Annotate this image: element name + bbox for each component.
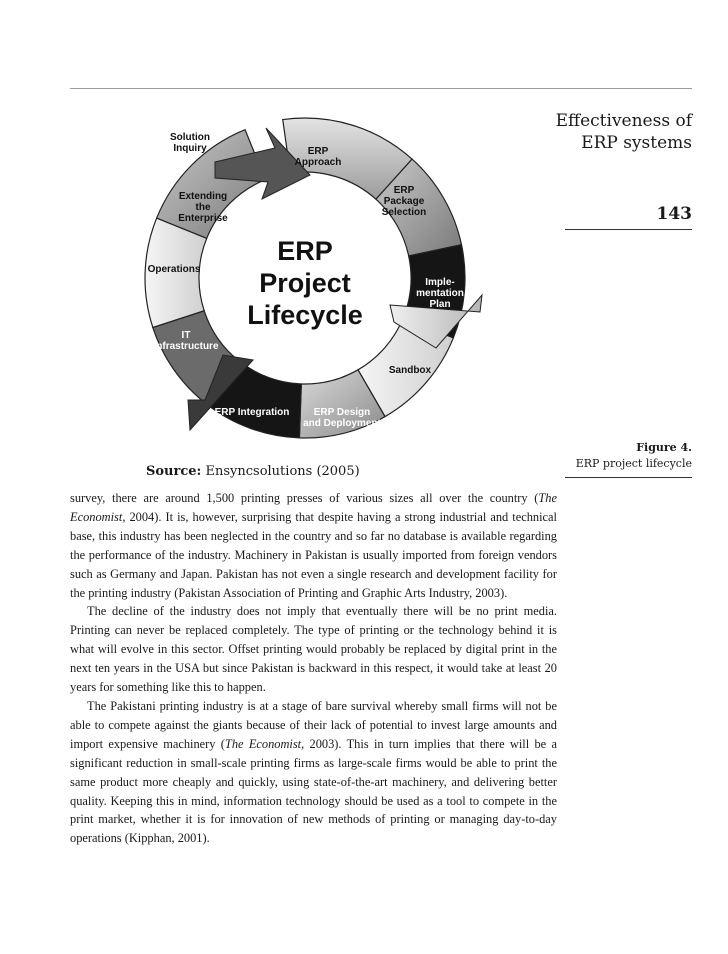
label-erp-package-selection: ERP Package Selection — [381, 185, 427, 218]
label-implementation-plan: Imple-mentation Plan — [416, 277, 464, 310]
source-text: Ensyncsolutions (2005) — [205, 464, 360, 479]
figure-caption — [576, 440, 692, 472]
p3-citation: The Economist — [224, 736, 302, 751]
center-title: ERP Project Lifecycle — [247, 236, 363, 330]
paragraph-2: The decline of the industry does not imply that eventually there will be no print media. Printing can never be replaced completely. The type of printing or the technology behind it is what will evolve in this sector. Offset printing would probably be replaced by digital print in the next ten years in the USA but since Pakistan is backward in this respect, it would take at least 20 years for something like this to happen. — [70, 604, 557, 695]
figure-rule — [565, 477, 692, 478]
page-number-rule — [565, 229, 692, 230]
running-head — [512, 110, 692, 154]
paragraph-3 — [70, 697, 557, 848]
erp-lifecycle-diagram — [90, 100, 530, 460]
source-label: Source: — [146, 464, 202, 479]
header-rule — [70, 88, 692, 89]
label-extending-enterprise: Extending the Enterprise — [178, 191, 228, 224]
page-number: 143 — [656, 204, 692, 224]
p3-rest: , 2003). This in turn implies that there will be a significant reduction in small-scale printing firms as large-scale firms would be able to print the same product more cheaply and quickly, using state-of-the-art machinery, and delivering better quality. Keeping this in mind, information technology should be used as a tool to compete in the print market, whether it is for innovation of new methods of printing or managing day-to-day operations (Kipphan, 2001). — [70, 736, 557, 846]
label-erp-integration: ERP Integration — [214, 407, 290, 418]
label-it-infrastructure: IT Infrastructure — [153, 330, 219, 352]
label-solution-inquiry: Solution Inquiry — [170, 132, 210, 154]
running-title-line1: Effectiveness of — [555, 111, 692, 131]
running-title-line2: ERP systems — [581, 133, 692, 153]
figure-source — [146, 464, 360, 479]
p1-citation: The Economist — [70, 491, 557, 524]
p1-rest: , 2004). It is, however, surprising that despite having a strong industrial and technical base, this industry has been neglected in the country and so far no database is available regarding the performance of the industry. Machinery in Pakistan is usually imported from foreign vendors such as Germany and Japan. Pakistan has not even a single research and development facility for the printing industry (Pakistan Association of Printing and Graphic Arts Industry, 2003). — [70, 509, 557, 600]
label-erp-design: ERP Design and Deployment — [303, 407, 381, 429]
label-operations: Operations — [147, 264, 201, 275]
figure-number: Figure 4. — [636, 441, 692, 454]
label-sandbox: Sandbox — [388, 365, 432, 376]
label-erp-approach: ERP Approach — [294, 146, 342, 168]
p3-start: The Pakistani printing industry is at a stage of bare survival whereby small firms will not be able to compete against the giants because of their lack of potential to invest large amounts and import expensive machinery ( — [70, 698, 557, 751]
paragraph-1 — [70, 489, 557, 602]
figure-caption-text: ERP project lifecycle — [575, 457, 692, 470]
lifecycle-svg — [90, 100, 530, 460]
p1-start: survey, there are around 1,500 printing presses of various sizes all over the country ( — [70, 491, 539, 505]
body-text — [70, 489, 557, 848]
